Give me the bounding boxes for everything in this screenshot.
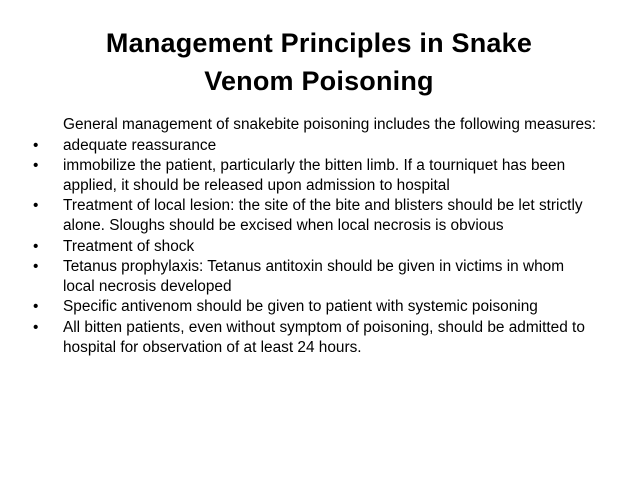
- bullet-item: [32, 136, 598, 156]
- bullet-item: [32, 318, 598, 357]
- bullet-text: Treatment of local lesion: the site of the bite and blisters should be let strictly alone. Sloughs should be excised when local necrosis is obvious: [63, 197, 583, 234]
- bullet-item: [32, 156, 598, 195]
- title-line-2: Venom Poisoning: [204, 66, 434, 96]
- bullet-item: [32, 257, 598, 296]
- bullet-text: All bitten patients, even without symptom of poisoning, should be admitted to hospital for observation of at least 24 hours.: [63, 318, 585, 356]
- bullet-text: Specific antivenom should be given to patient with systemic poisoning: [63, 298, 538, 316]
- slide-title: [40, 24, 598, 100]
- bullet-icon: •: [33, 197, 39, 215]
- bullet-icon: •: [33, 237, 39, 255]
- slide-body: [32, 115, 598, 358]
- intro-text: General management of snakebite poisoning includes the following measures:: [63, 116, 597, 133]
- bullet-icon: •: [33, 318, 39, 336]
- bullet-icon: •: [33, 298, 39, 316]
- bullet-item: [32, 196, 598, 235]
- bullet-icon: •: [33, 258, 39, 276]
- bullet-text: Treatment of shock: [63, 237, 195, 255]
- bullet-item: [32, 237, 598, 257]
- title-line-1: Management Principles in Snake: [105, 28, 533, 58]
- bullet-icon: •: [33, 157, 39, 175]
- bullet-text: adequate reassurance: [63, 136, 217, 154]
- bullet-text: immobilize the patient, particularly the bitten limb. If a tourniquet has been applied, it should be released upon admission to hospital: [63, 157, 566, 194]
- bullet-list: [32, 136, 598, 358]
- bullet-item: [32, 297, 598, 317]
- bullet-text: Tetanus prophylaxis: Tetanus antitoxin should be given in victims in whom local necrosis developed: [63, 258, 565, 295]
- bullet-icon: •: [33, 136, 39, 154]
